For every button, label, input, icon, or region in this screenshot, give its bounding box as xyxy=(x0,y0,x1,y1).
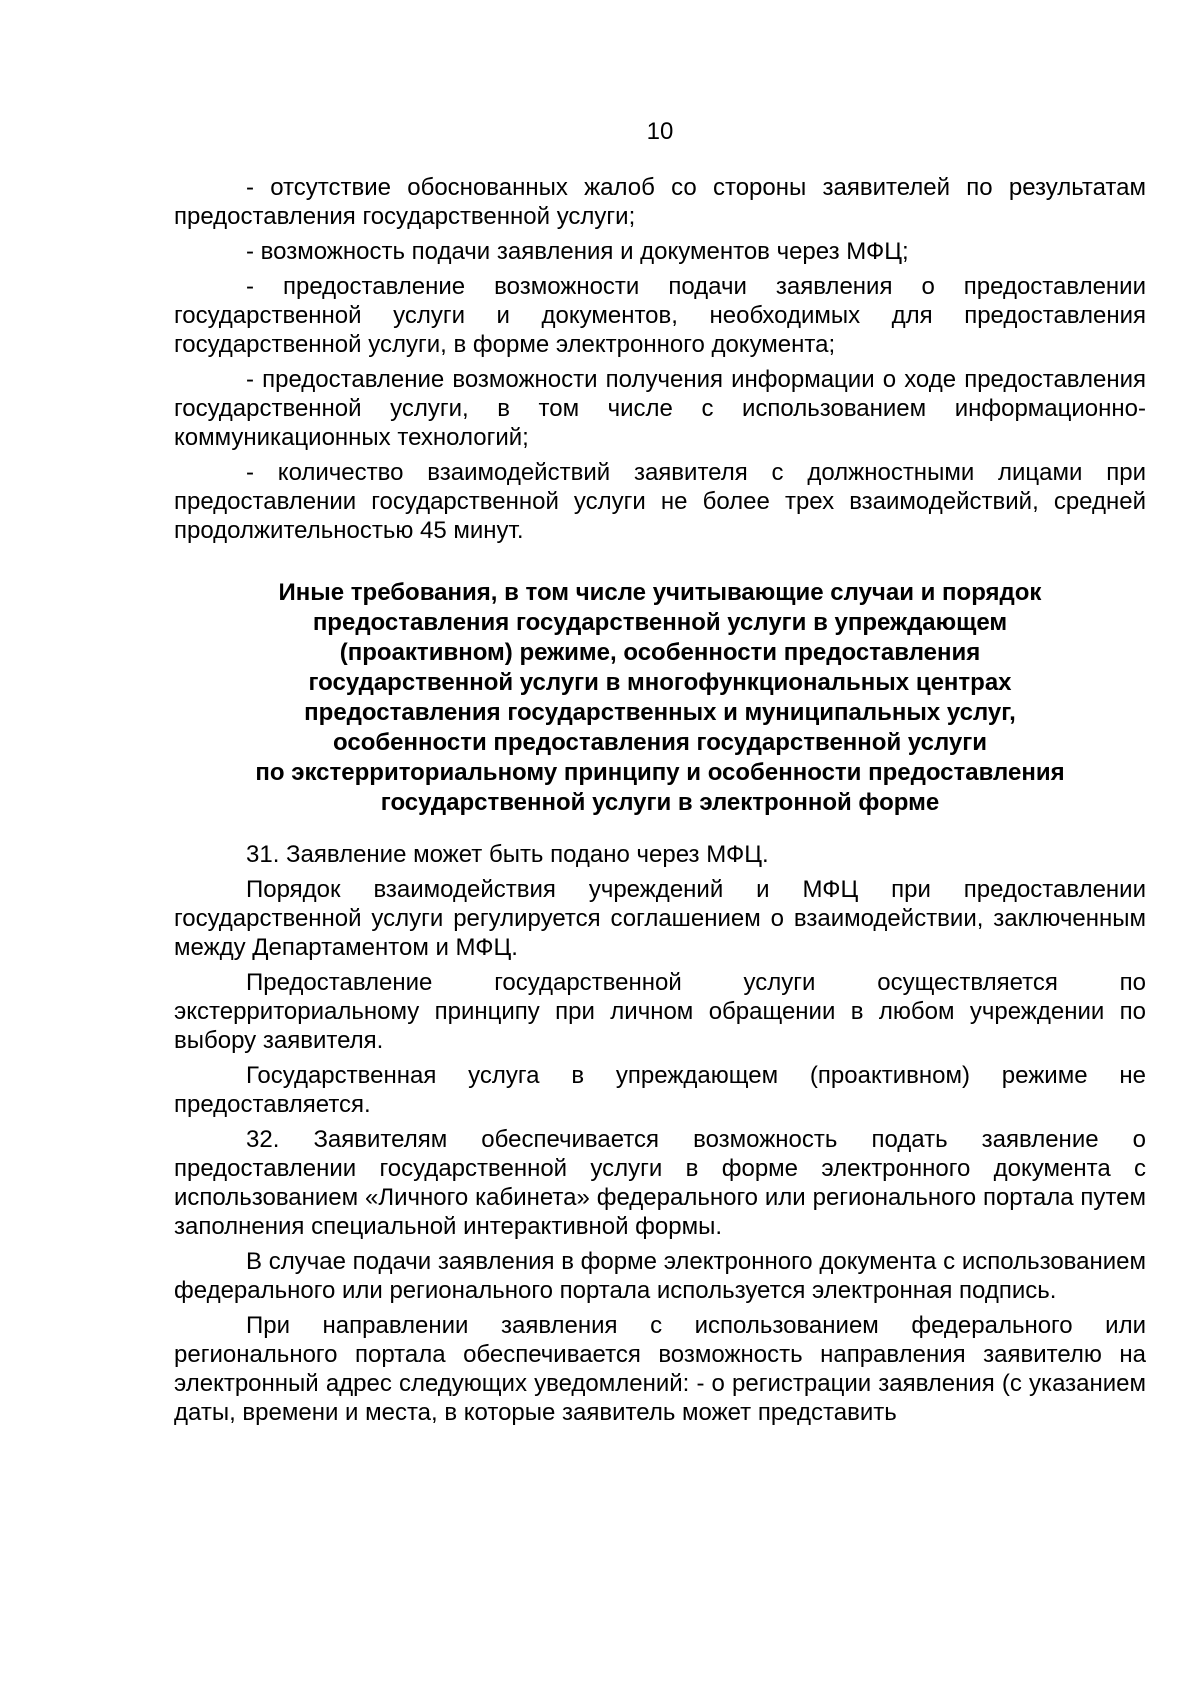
heading-line: Иные требования, в том числе учитывающие случаи и порядок xyxy=(278,579,1042,606)
paragraph: При направлении заявления с использованием федерального или регионального портала обеспечивается возможность направления заявителю на электронный адрес следующих уведомлений: - о регистрации заявления (с указанием даты, времени и места, в которые заявитель может представить xyxy=(174,1312,1146,1426)
page-number: 10 xyxy=(646,118,674,145)
heading-line: предоставления государственной услуги в упреждающем xyxy=(312,609,1008,636)
paragraph: 31. Заявление может быть подано через МФЦ. xyxy=(246,841,769,868)
heading-line: (проактивном) режиме, особенности предоставления xyxy=(339,639,981,666)
heading-line: особенности предоставления государственной услуги xyxy=(333,729,987,756)
paragraph: - количество взаимодействий заявителя с должностными лицами при предоставлении государственной услуги не более трех взаимодействий, средней продолжительностью 45 минут. xyxy=(174,459,1146,544)
heading-line: государственной услуги в электронной форме xyxy=(380,789,940,816)
section-heading xyxy=(174,578,1146,818)
paragraph: - предоставление возможности подачи заявления о предоставлении государственной услуги и документов, необходимых для предоставления государственной услуги, в форме электронного документа; xyxy=(174,273,1146,358)
paragraph: Порядок взаимодействия учреждений и МФЦ при предоставлении государственной услуги регулируется соглашением о взаимодействии, заключенным между Департаментом и МФЦ. xyxy=(174,876,1146,961)
heading-line: по экстерриториальному принципу и особенности предоставления xyxy=(255,759,1065,786)
paragraph: - возможность подачи заявления и документов через МФЦ; xyxy=(246,238,909,265)
paragraph: Предоставление государственной услуги осуществляется по экстерриториальному принципу при личном обращении в любом учреждении по выбору заявителя. xyxy=(174,969,1146,1054)
heading-line: предоставления государственных и муниципальных услуг, xyxy=(304,699,1016,726)
paragraph: - предоставление возможности получения информации о ходе предоставления государственной услуги, в том числе с использованием информационно-коммуникационных технологий; xyxy=(174,366,1146,451)
paragraph: - отсутствие обоснованных жалоб со стороны заявителей по результатам предоставления государственной услуги; xyxy=(174,174,1146,230)
paragraph: В случае подачи заявления в форме электронного документа с использованием федерального или регионального портала используется электронная подпись. xyxy=(174,1248,1146,1304)
heading-line: государственной услуги в многофункциональных центрах xyxy=(308,669,1012,696)
paragraph: Государственная услуга в упреждающем (проактивном) режиме не предоставляется. xyxy=(174,1062,1146,1118)
document-content xyxy=(174,173,1146,1433)
paragraph: 32. Заявителям обеспечивается возможность подать заявление о предоставлении государственной услуги в форме электронного документа с использованием «Личного кабинета» федерального или регионального портала путем заполнения специальной интерактивной формы. xyxy=(174,1126,1146,1240)
